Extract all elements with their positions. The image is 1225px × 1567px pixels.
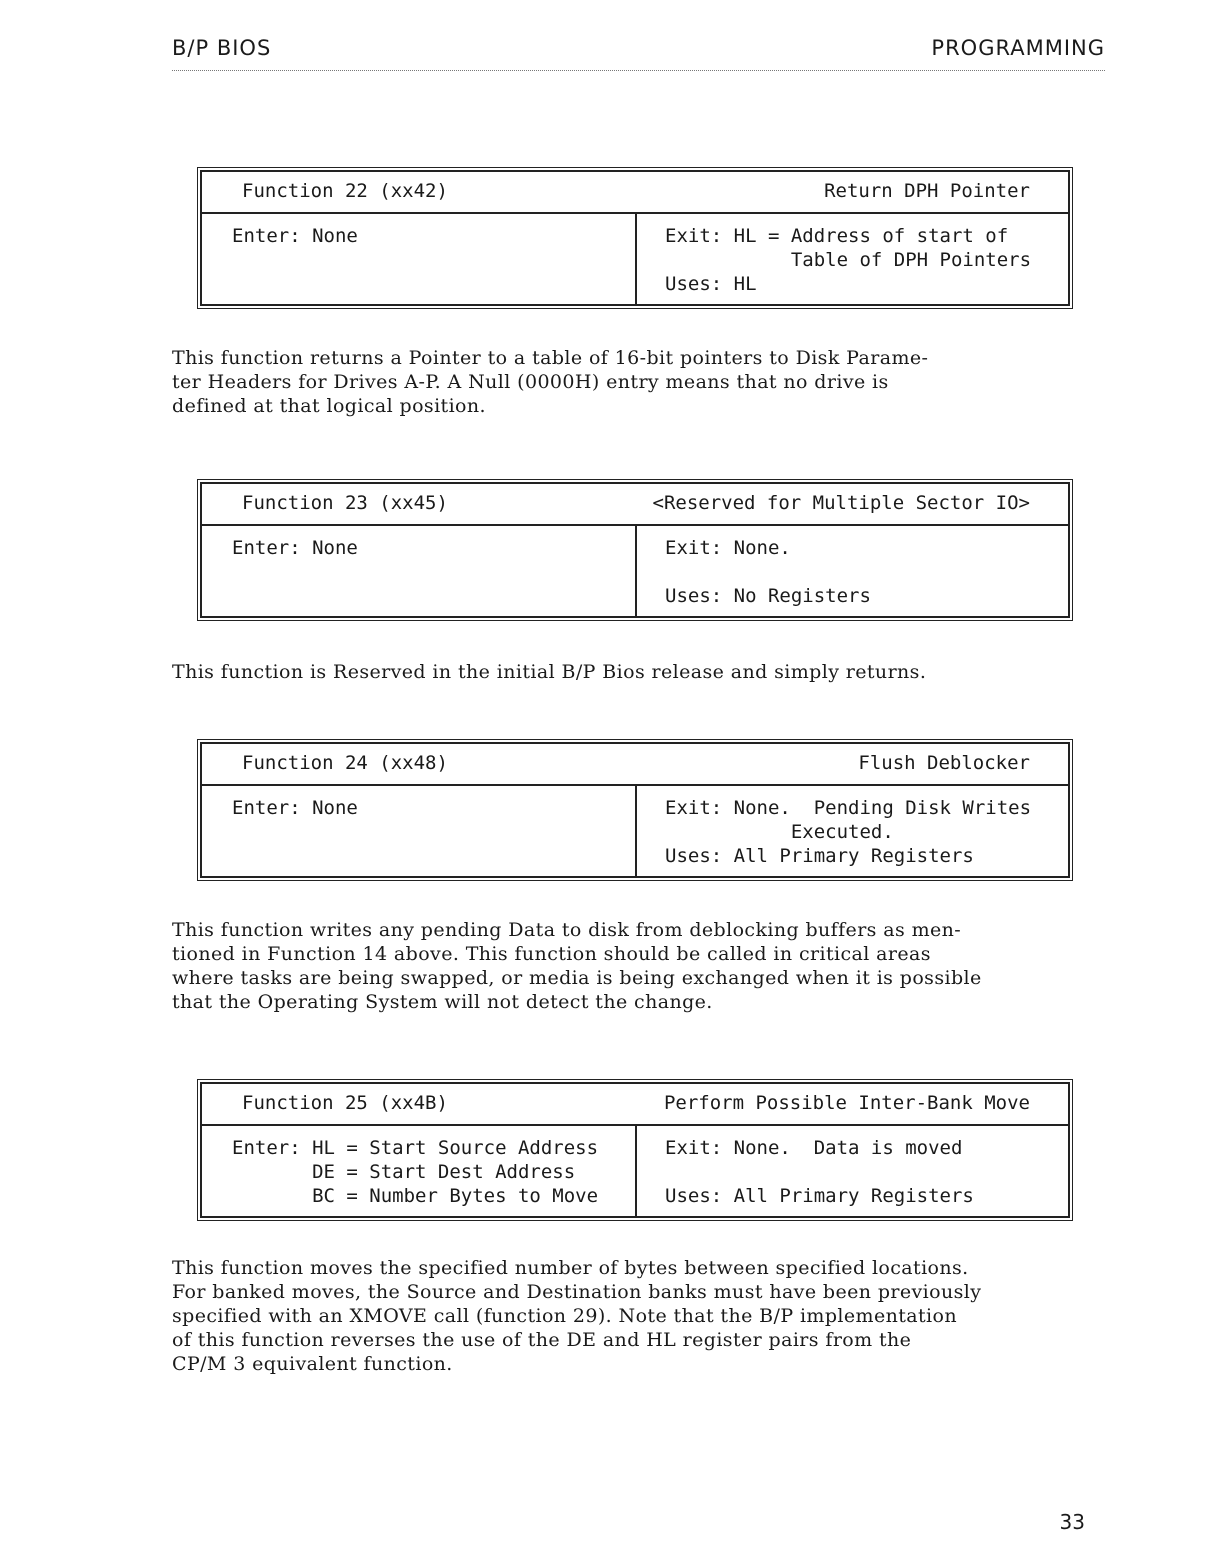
function-header [202, 1084, 1068, 1126]
function-title: Perform Possible Inter-Bank Move [663, 1092, 1030, 1114]
function-name: Function 23 (xx45) [242, 492, 448, 514]
paragraph-function-22: This function returns a Pointer to a table of 16-bit pointers to Disk Parame- ter Headers for Drives A-P. A Null (0000H) entry means that no drive is defined at that logical position. [172, 347, 929, 417]
paragraph-function-24: This function writes any pending Data to disk from deblocking buffers as men- tioned in Function 14 above. This function should be called in critical areas where tasks are being swapped, or media is being exchanged when it is possible that the Operating System will not detect the change. [172, 919, 982, 1013]
header-rule [172, 70, 1105, 71]
function-body [202, 1126, 1068, 1216]
function-exit: Exit: None. Uses: No Registers [665, 537, 871, 607]
function-22-box [200, 170, 1070, 306]
function-title: Return DPH Pointer [824, 180, 1030, 202]
function-exit: Exit: None. Pending Disk Writes Executed. Uses: All Primary Registers [665, 797, 1032, 867]
function-name: Function 22 (xx42) [242, 180, 448, 202]
paragraph-function-23: This function is Reserved in the initial B/P Bios release and simply returns. [172, 661, 927, 683]
function-header [202, 744, 1068, 786]
function-enter: Enter: None [202, 786, 637, 876]
function-body [202, 526, 1068, 616]
function-title: Flush Deblocker [858, 752, 1030, 774]
function-enter: Enter: None [202, 214, 637, 304]
function-header [202, 484, 1068, 526]
function-enter: Enter: None [202, 526, 637, 616]
function-24-box [200, 742, 1070, 878]
function-name: Function 25 (xx4B) [242, 1092, 448, 1114]
page-number: 33 [1059, 1510, 1085, 1534]
function-title: <Reserved for Multiple Sector IO> [652, 492, 1030, 514]
function-23-box [200, 482, 1070, 618]
function-enter: Enter: HL = Start Source Address DE = Start Dest Address BC = Number Bytes to Move [202, 1126, 637, 1216]
function-exit: Exit: HL = Address of start of Table of DPH Pointers Uses: HL [665, 225, 1032, 295]
function-exit: Exit: None. Data is moved Uses: All Primary Registers [665, 1137, 974, 1207]
function-25-box [200, 1082, 1070, 1218]
running-header-left: B/P BIOS [172, 36, 272, 60]
function-body [202, 214, 1068, 304]
function-name: Function 24 (xx48) [242, 752, 448, 774]
paragraph-function-25: This function moves the specified number of bytes between specified locations. For banked moves, the Source and Destination banks must have been previously specified with an XMOVE call (function 29). Note that the B/P implementation of this function reverses the use of the DE and HL register pairs from the CP/M 3 equivalent function. [172, 1257, 982, 1375]
running-header-right: PROGRAMMING [931, 36, 1105, 60]
function-body [202, 786, 1068, 876]
function-header [202, 172, 1068, 214]
